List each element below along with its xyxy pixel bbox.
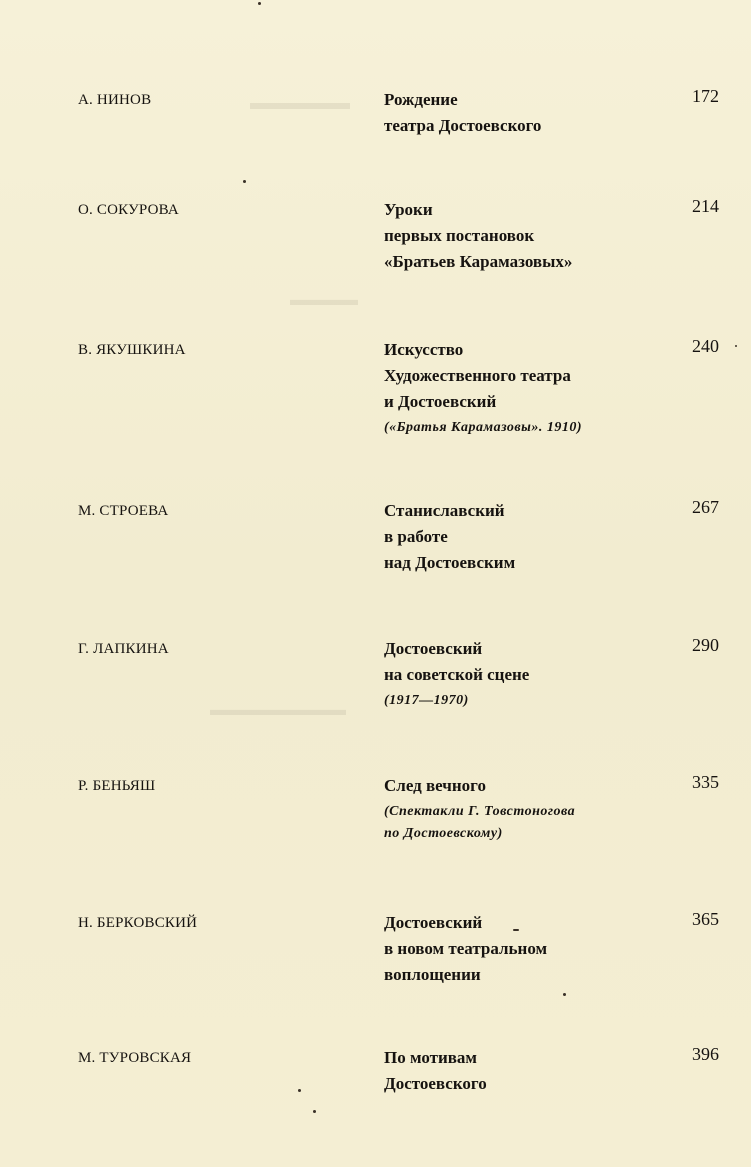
entry-page-number: 396 bbox=[692, 1044, 719, 1064]
print-speck bbox=[258, 2, 261, 5]
entry-page-number: 172 bbox=[692, 86, 719, 106]
title-line: «Братьев Карамазовых» bbox=[384, 252, 573, 271]
print-speck bbox=[243, 180, 246, 183]
entry-page-number: 290 bbox=[692, 635, 719, 655]
entry-author: Р. БЕНЬЯШ bbox=[78, 778, 156, 794]
title-line: первых постановок bbox=[384, 226, 535, 245]
print-speck bbox=[513, 929, 519, 931]
title-line: на советской сцене bbox=[384, 665, 530, 684]
title-line: След вечного bbox=[384, 776, 486, 795]
title-line: над Достоевским bbox=[384, 553, 516, 572]
entry-author: О. СОКУРОВА bbox=[78, 202, 179, 218]
entry-author: М. ТУРОВСКАЯ bbox=[78, 1050, 192, 1066]
print-speck bbox=[563, 993, 566, 996]
entry-subtitle: («Братья Карамазовы». 1910) bbox=[384, 420, 583, 435]
title-line: Искусство bbox=[384, 340, 464, 359]
entry-subtitle: (1917—1970) bbox=[384, 693, 469, 708]
title-line: и Достоевский bbox=[384, 392, 497, 411]
entry-page-number: 240 bbox=[692, 336, 719, 356]
entry-title bbox=[384, 910, 547, 988]
entry-title bbox=[384, 87, 541, 139]
print-speck bbox=[313, 1110, 316, 1113]
title-line: театра Достоевского bbox=[384, 116, 542, 135]
title-line: Уроки bbox=[384, 200, 433, 219]
title-line: в работе bbox=[384, 527, 448, 546]
entry-title bbox=[384, 337, 582, 439]
show-through-smudge: ▬▬▬▬ bbox=[290, 290, 358, 309]
title-line: Станиславский bbox=[384, 501, 505, 520]
title-line: воплощении bbox=[384, 965, 481, 984]
entry-author: В. ЯКУШКИНА bbox=[78, 342, 186, 358]
print-speck bbox=[298, 1089, 301, 1092]
title-line: Достоевского bbox=[384, 1074, 487, 1093]
entry-page-number: 214 bbox=[692, 196, 719, 216]
show-through-smudge: ▬▬▬▬▬▬▬▬ bbox=[210, 700, 346, 719]
entry-page-number: 335 bbox=[692, 772, 719, 792]
entry-author: М. СТРОЕВА bbox=[78, 503, 169, 519]
title-line: в новом театральном bbox=[384, 939, 548, 958]
title-line: По мотивам bbox=[384, 1048, 478, 1067]
entry-title bbox=[384, 498, 515, 576]
show-through-smudge: ▬▬▬▬▬ bbox=[250, 92, 350, 114]
entry-page-number: 267 bbox=[692, 497, 719, 517]
entry-author: Г. ЛАПКИНА bbox=[78, 641, 169, 657]
entry-subtitle: по Достоевскому) bbox=[384, 826, 503, 841]
entry-title bbox=[384, 773, 575, 845]
entry-author: Н. БЕРКОВСКИЙ bbox=[78, 915, 198, 931]
entry-author: А. НИНОВ bbox=[78, 92, 152, 108]
title-line: Достоевский bbox=[384, 639, 483, 658]
entry-title bbox=[384, 197, 572, 275]
title-line: Рождение bbox=[384, 90, 458, 109]
entry-title bbox=[384, 1045, 487, 1097]
entry-title bbox=[384, 636, 529, 712]
title-line: Достоевский bbox=[384, 913, 483, 932]
print-speck bbox=[735, 345, 737, 347]
entry-subtitle: (Спектакли Г. Товстоногова bbox=[384, 804, 576, 819]
entry-page-number: 365 bbox=[692, 909, 719, 929]
title-line: Художественного театра bbox=[384, 366, 571, 385]
